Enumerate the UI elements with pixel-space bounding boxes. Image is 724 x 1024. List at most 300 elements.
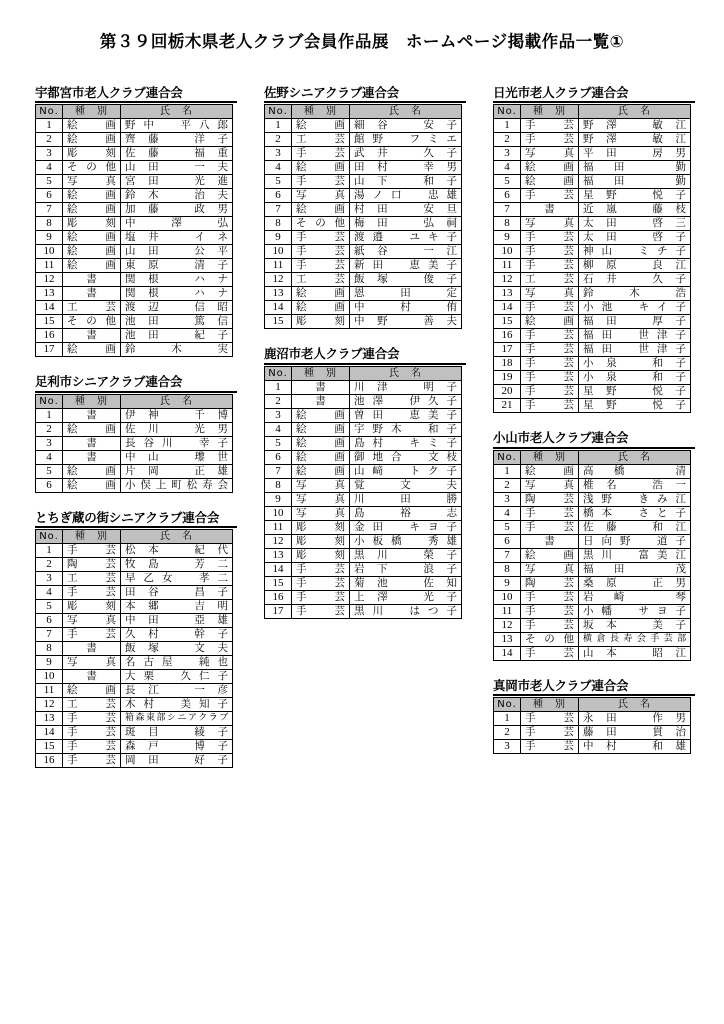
cell-category — [292, 394, 350, 408]
table-row — [494, 632, 691, 646]
cell-artist-name-text: 上澤 光子 — [354, 590, 457, 603]
table-row — [494, 273, 691, 287]
cell-artist-name-text: 曽田 恵美子 — [354, 408, 457, 421]
cell-category — [63, 450, 121, 464]
cell-artist-name — [350, 273, 462, 287]
cell-category-text: 書 — [86, 642, 97, 655]
organization-title: 小山市老人クラブ連合会 — [493, 431, 695, 448]
cell-artist-name — [350, 506, 462, 520]
table-row — [494, 357, 691, 371]
cell-artist-name-text: 関根 ハナ — [125, 273, 228, 286]
cell-artist-name-text: 佐川 光男 — [125, 422, 228, 435]
cell-artist-name — [579, 245, 691, 259]
table-row — [36, 478, 233, 492]
cell-category — [292, 189, 350, 203]
cell-artist-name — [350, 147, 462, 161]
cell-artist-name — [121, 287, 233, 301]
cell-category-text: 手 芸 — [525, 646, 574, 659]
cell-category-text: 絵 画 — [67, 245, 116, 258]
table-row — [265, 422, 462, 436]
cell-category-text: 手 芸 — [296, 604, 345, 617]
column-header-no: No. — [36, 394, 63, 408]
cell-category-text: 手 芸 — [525, 399, 574, 412]
cell-artist-name-text: 武井 久子 — [354, 147, 457, 160]
cell-number: 11 — [494, 604, 521, 618]
table-row — [36, 464, 233, 478]
cell-artist-name-text: 宮田 光進 — [125, 175, 228, 188]
cell-artist-name-text: 浅野 きみ江 — [583, 492, 686, 505]
cell-category-text: 絵 画 — [296, 119, 345, 132]
cell-artist-name — [579, 343, 691, 357]
cell-number: 2 — [265, 133, 292, 147]
cell-category — [521, 590, 579, 604]
cell-number: 11 — [36, 684, 63, 698]
cell-artist-name — [579, 548, 691, 562]
cell-category-text: 手 芸 — [296, 259, 345, 272]
cell-artist-name-text: 久村 幹子 — [125, 628, 228, 641]
cell-category — [521, 520, 579, 534]
cell-number: 3 — [36, 436, 63, 450]
cell-artist-name — [579, 217, 691, 231]
cell-category-text: 手 芸 — [67, 586, 116, 599]
cell-number: 8 — [36, 642, 63, 656]
table-row — [494, 492, 691, 506]
column-header-no: No. — [494, 105, 521, 119]
cell-category — [521, 357, 579, 371]
cell-artist-name-text: 村田 安旦 — [354, 203, 457, 216]
cell-category — [521, 562, 579, 576]
cell-category — [63, 408, 121, 422]
cell-category-text: 絵 画 — [296, 203, 345, 216]
cell-category — [521, 245, 579, 259]
cell-artist-name — [350, 562, 462, 576]
cell-category — [292, 422, 350, 436]
cell-artist-name — [350, 231, 462, 245]
cell-number: 5 — [494, 175, 521, 189]
cell-category — [521, 231, 579, 245]
cell-artist-name-text: 佐藤 福重 — [125, 147, 228, 160]
table-row — [265, 259, 462, 273]
table-row — [265, 133, 462, 147]
cell-number: 15 — [36, 315, 63, 329]
table-row — [494, 604, 691, 618]
cell-number: 4 — [494, 506, 521, 520]
organization-title: 真岡市老人クラブ連合会 — [493, 679, 695, 696]
cell-number: 3 — [265, 408, 292, 422]
cell-artist-name-text: 黒川 榮子 — [354, 548, 457, 561]
table-row — [265, 175, 462, 189]
cell-artist-name-text: 岡田 好子 — [125, 754, 228, 767]
cell-artist-name — [579, 604, 691, 618]
cell-artist-name — [121, 656, 233, 670]
cell-artist-name-text: 川津 明子 — [354, 380, 457, 393]
cell-artist-name — [579, 231, 691, 245]
cell-artist-name — [350, 450, 462, 464]
cell-number: 14 — [36, 726, 63, 740]
table-row — [494, 712, 691, 726]
cell-artist-name-text: 福田 茂 — [583, 562, 686, 575]
cell-artist-name — [350, 245, 462, 259]
cell-number: 1 — [36, 119, 63, 133]
cell-category — [63, 698, 121, 712]
table-row — [265, 394, 462, 408]
cell-category-text: 写 真 — [296, 492, 345, 505]
cell-category-text: 書 — [86, 408, 97, 421]
cell-artist-name-text: 日向野 道子 — [583, 534, 686, 547]
cell-category-text: 手 芸 — [525, 301, 574, 314]
cell-number: 11 — [494, 259, 521, 273]
cell-number: 15 — [265, 315, 292, 329]
cell-artist-name-text: 横倉長寿会手芸部 — [583, 633, 686, 644]
cell-category-text: 手 芸 — [525, 740, 574, 753]
cell-category-text: 書 — [544, 534, 555, 547]
cell-number: 6 — [265, 450, 292, 464]
cell-category-text: 写 真 — [67, 614, 116, 627]
cell-artist-name-text: 神山 ミチ子 — [583, 245, 686, 258]
cell-category — [63, 259, 121, 273]
cell-category-text: 絵 画 — [296, 436, 345, 449]
cell-category — [292, 315, 350, 329]
cell-artist-name — [579, 576, 691, 590]
cell-number: 13 — [36, 712, 63, 726]
cell-category-text: 手 芸 — [525, 343, 574, 356]
cell-artist-name — [121, 558, 233, 572]
table-row — [265, 548, 462, 562]
cell-category-text: 絵 画 — [67, 259, 116, 272]
cell-number: 4 — [265, 422, 292, 436]
cell-number: 12 — [36, 698, 63, 712]
cell-category-text: 彫 刻 — [296, 520, 345, 533]
cell-artist-name — [350, 394, 462, 408]
cell-artist-name-text: 中 澤 弘 — [125, 217, 228, 230]
table-row — [494, 343, 691, 357]
cell-category — [292, 408, 350, 422]
cell-artist-name — [350, 492, 462, 506]
cell-category — [292, 147, 350, 161]
table-row — [36, 740, 233, 754]
cell-number: 10 — [494, 245, 521, 259]
cell-artist-name-text: 中山 瓈世 — [125, 450, 228, 463]
cell-category — [63, 726, 121, 740]
cell-number: 12 — [494, 618, 521, 632]
cell-category-text: 絵 画 — [67, 478, 116, 491]
cell-number: 7 — [494, 203, 521, 217]
table-row — [265, 492, 462, 506]
cell-artist-name-text: 小池 キイ子 — [583, 301, 686, 314]
table-header-row — [36, 530, 233, 544]
cell-artist-name-text: 名古屋 純也 — [125, 656, 228, 669]
cell-category-text: 絵 画 — [296, 287, 345, 300]
cell-artist-name — [121, 147, 233, 161]
cell-category — [292, 203, 350, 217]
cell-category-text: 彫 刻 — [296, 315, 345, 328]
organization-title: 鹿沼市老人クラブ連合会 — [264, 347, 466, 364]
cell-category-text: 写 真 — [296, 478, 345, 491]
table-row — [494, 315, 691, 329]
cell-number: 10 — [36, 670, 63, 684]
cell-artist-name — [121, 698, 233, 712]
cell-category — [63, 478, 121, 492]
cell-category-text: 写 真 — [296, 506, 345, 519]
cell-category-text: 書 — [86, 287, 97, 300]
cell-artist-name — [579, 712, 691, 726]
cell-artist-name — [350, 203, 462, 217]
cell-number: 8 — [265, 478, 292, 492]
cell-category — [521, 618, 579, 632]
cell-number: 14 — [265, 301, 292, 315]
column-header-name: 氏 名 — [350, 366, 462, 380]
table-row — [36, 133, 233, 147]
cell-number: 5 — [265, 436, 292, 450]
table-row — [36, 343, 233, 357]
cell-category — [521, 646, 579, 660]
cell-category — [521, 203, 579, 217]
cell-category — [292, 273, 350, 287]
cell-artist-name — [121, 572, 233, 586]
table-row — [494, 534, 691, 548]
cell-artist-name-text: 近嵐 藤枝 — [583, 203, 686, 216]
cell-category — [521, 712, 579, 726]
cell-number: 3 — [36, 147, 63, 161]
cell-category-text: 手 芸 — [67, 544, 116, 557]
cell-artist-name — [579, 371, 691, 385]
table-row — [36, 231, 233, 245]
cell-artist-name-text: 山下 和子 — [354, 175, 457, 188]
cell-number: 14 — [494, 646, 521, 660]
cell-number: 1 — [36, 408, 63, 422]
cell-category — [63, 245, 121, 259]
cell-category — [521, 273, 579, 287]
table-row — [494, 287, 691, 301]
cell-artist-name — [121, 642, 233, 656]
table-row — [265, 380, 462, 394]
cell-category-text: 陶 芸 — [525, 576, 574, 589]
cell-artist-name — [579, 534, 691, 548]
cell-artist-name-text: 黒川 富美江 — [583, 548, 686, 561]
cell-category — [521, 147, 579, 161]
cell-category — [521, 385, 579, 399]
cell-artist-name — [121, 175, 233, 189]
table-row — [36, 301, 233, 315]
cell-number: 6 — [494, 189, 521, 203]
cell-artist-name — [350, 534, 462, 548]
cell-category — [63, 231, 121, 245]
works-table — [493, 450, 691, 661]
cell-category-text: 絵 画 — [525, 161, 574, 174]
table-row — [494, 385, 691, 399]
cell-category — [292, 119, 350, 133]
cell-category — [521, 726, 579, 740]
cell-category-text: 手 芸 — [525, 371, 574, 384]
organization-block — [35, 82, 237, 357]
cell-category-text: そ の 他 — [67, 315, 116, 328]
cell-category — [63, 656, 121, 670]
table-row — [36, 544, 233, 558]
works-table — [35, 529, 233, 768]
cell-number: 9 — [494, 231, 521, 245]
cell-artist-name — [579, 315, 691, 329]
cell-artist-name — [579, 562, 691, 576]
cell-artist-name — [579, 646, 691, 660]
cell-number: 12 — [36, 273, 63, 287]
cell-number: 6 — [494, 534, 521, 548]
cell-artist-name-text: 渡邉 ユキ子 — [354, 231, 457, 244]
organization-block — [35, 507, 237, 768]
cell-category — [63, 119, 121, 133]
cell-artist-name — [579, 385, 691, 399]
table-row — [494, 371, 691, 385]
cell-number: 3 — [494, 492, 521, 506]
table-header-row — [265, 105, 462, 119]
cell-category — [292, 245, 350, 259]
cell-category-text: 写 真 — [525, 217, 574, 230]
cell-number: 9 — [265, 231, 292, 245]
page-title: 第３９回栃木県老人クラブ会員作品展 ホームページ掲載作品一覧① — [99, 32, 625, 51]
table-row — [494, 520, 691, 534]
cell-number: 2 — [36, 133, 63, 147]
cell-artist-name-text: 島村 キミ子 — [354, 436, 457, 449]
cell-number: 4 — [36, 586, 63, 600]
cell-number: 16 — [36, 329, 63, 343]
cell-artist-name-text: 細谷 安子 — [354, 119, 457, 132]
cell-artist-name — [579, 464, 691, 478]
works-table — [264, 366, 462, 619]
cell-number: 13 — [265, 287, 292, 301]
cell-artist-name — [350, 380, 462, 394]
cell-artist-name-text: 松本 紀代 — [125, 544, 228, 557]
cell-artist-name-text: 館野 フミエ — [354, 133, 457, 146]
column-header-name: 氏 名 — [579, 450, 691, 464]
cell-category — [292, 576, 350, 590]
cell-artist-name-text: 東原 清子 — [125, 259, 228, 272]
cell-category-text: 手 芸 — [525, 189, 574, 202]
cell-artist-name — [350, 576, 462, 590]
table-header-row — [36, 105, 233, 119]
cell-number: 10 — [36, 245, 63, 259]
cell-artist-name-text: 黒川 はつ子 — [354, 604, 457, 617]
cell-category — [521, 371, 579, 385]
cell-category — [63, 329, 121, 343]
cell-artist-name-text: 野澤 敏江 — [583, 119, 686, 132]
cell-category-text: 絵 画 — [296, 422, 345, 435]
cell-number: 8 — [265, 217, 292, 231]
organization-title: とちぎ蔵の街シニアクラブ連合会 — [35, 511, 237, 528]
table-row — [36, 586, 233, 600]
table-row — [494, 175, 691, 189]
cell-artist-name — [350, 436, 462, 450]
cell-artist-name-text: 池田 篤信 — [125, 315, 228, 328]
table-row — [494, 147, 691, 161]
table-row — [265, 562, 462, 576]
cell-category-text: 手 芸 — [525, 712, 574, 725]
cell-artist-name — [350, 133, 462, 147]
cell-category — [63, 642, 121, 656]
table-row — [494, 329, 691, 343]
column-header-type: 種 別 — [63, 394, 121, 408]
cell-artist-name — [121, 315, 233, 329]
cell-category — [292, 175, 350, 189]
cell-category — [63, 740, 121, 754]
column-header-type: 種 別 — [292, 366, 350, 380]
cell-category-text: 手 芸 — [525, 590, 574, 603]
cell-number: 13 — [494, 632, 521, 646]
cell-number: 4 — [36, 161, 63, 175]
cell-artist-name — [350, 464, 462, 478]
cell-artist-name-text: 飯塚 文夫 — [125, 642, 228, 655]
cell-category-text: 手 芸 — [525, 604, 574, 617]
cell-artist-name — [121, 628, 233, 642]
table-row — [265, 520, 462, 534]
cell-artist-name-text: 佐藤 和江 — [583, 520, 686, 533]
cell-number: 1 — [36, 544, 63, 558]
table-row — [494, 259, 691, 273]
cell-category — [292, 436, 350, 450]
cell-category-text: 手 芸 — [67, 740, 116, 753]
table-row — [494, 646, 691, 660]
cell-category — [521, 329, 579, 343]
table-row — [36, 436, 233, 450]
cell-category — [63, 670, 121, 684]
cell-category-text: 絵 画 — [67, 684, 116, 697]
cell-category — [521, 315, 579, 329]
cell-artist-name-text: 山田 一夫 — [125, 161, 228, 174]
cell-category — [521, 217, 579, 231]
cell-category-text: 絵 画 — [296, 161, 345, 174]
cell-artist-name — [121, 133, 233, 147]
table-row — [494, 133, 691, 147]
table-row — [36, 422, 233, 436]
cell-artist-name — [121, 203, 233, 217]
cell-category-text: 絵 画 — [525, 315, 574, 328]
cell-artist-name-text: 田谷 昌子 — [125, 586, 228, 599]
cell-artist-name-text: 岩下 浪子 — [354, 562, 457, 575]
cell-number: 13 — [494, 287, 521, 301]
cell-number: 3 — [494, 147, 521, 161]
cell-artist-name-text: 中野 善夫 — [354, 315, 457, 328]
cell-category — [63, 175, 121, 189]
organization-title: 日光市老人クラブ連合会 — [493, 86, 695, 103]
cell-artist-name-text: 紙谷 一江 — [354, 245, 457, 258]
cell-category-text: 絵 画 — [525, 464, 574, 477]
column-header-type: 種 別 — [521, 105, 579, 119]
cell-number: 16 — [36, 754, 63, 768]
cell-artist-name-text: 山田 公平 — [125, 245, 228, 258]
cell-category — [63, 203, 121, 217]
cell-artist-name-text: 川 田 勝 — [354, 492, 457, 505]
cell-artist-name — [350, 189, 462, 203]
cell-category-text: 彫 刻 — [67, 147, 116, 160]
cell-artist-name-text: 平田 房男 — [583, 147, 686, 160]
cell-artist-name — [350, 119, 462, 133]
cell-category — [292, 520, 350, 534]
cell-category — [292, 478, 350, 492]
table-row — [494, 562, 691, 576]
cell-artist-name-text: 覚 文 夫 — [354, 478, 457, 491]
cell-number: 4 — [494, 161, 521, 175]
cell-artist-name-text: 福田 勤 — [583, 161, 686, 174]
cell-category — [63, 343, 121, 357]
cell-artist-name — [579, 287, 691, 301]
cell-artist-name-text: 箱森東部シニアクラブ — [125, 713, 228, 724]
cell-artist-name — [579, 590, 691, 604]
cell-category — [292, 464, 350, 478]
cell-number: 3 — [265, 147, 292, 161]
cell-category-text: 陶 芸 — [67, 558, 116, 571]
table-row — [494, 161, 691, 175]
organization-block — [264, 82, 466, 329]
cell-category-text: 工 芸 — [67, 301, 116, 314]
cell-artist-name — [121, 450, 233, 464]
